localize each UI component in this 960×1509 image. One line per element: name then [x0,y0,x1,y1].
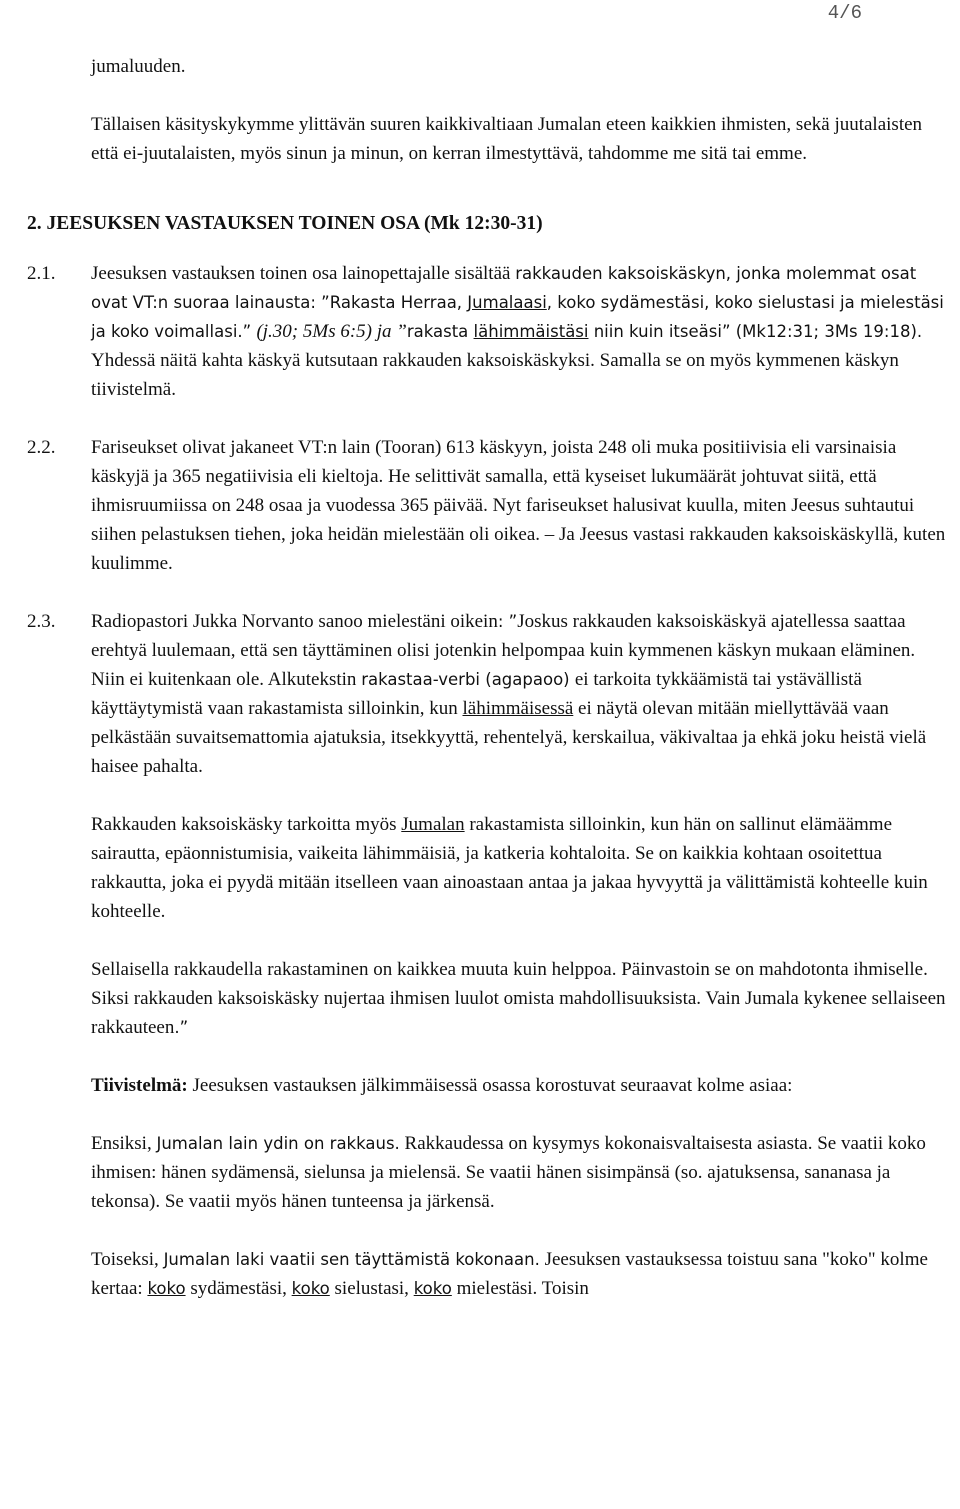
text-sans: Jumalan lain ydin on rakkaus. [156,1134,400,1153]
link-koko[interactable]: koko [413,1279,452,1298]
text: Rakkauden kaksoiskäsky tarkoitta myös [91,814,402,835]
section-number: 2.3. [27,611,56,632]
intro-fragment: jumaluuden. [91,56,186,77]
text: Fariseukset olivat jakaneet VT:n lain (Tooran) 613 käskyyn, joista 248 oli muka positiivisia eli varsinaisia käskyjä ja 365 negatiivisia eli kieltoja. He selittivät samalla, että kyseiset lukumäärät johtuvat siitä, että ihmisruumiissa on 248 osaa ja vuodessa 365 päivää. Nyt fariseukset halusivat kuulla, miten Jeesus suhtautui siihen pelastuksen tiehen, joka heidän mielestään oli oikea. – Ja Jeesus vastasi rakkauden kaksoiskäskyllä, kuten kuulimme. [91,437,946,574]
section-2-3 [27,607,953,781]
text: Radiopastori Jukka Norvanto sanoo mielestäni oikein [91,611,498,632]
text-sans: Jumalan laki vaatii sen täyttämistä kokonaan. [163,1250,540,1269]
page-number: 4/6 [827,2,862,24]
text: ei näytä olevan mitään miellyttävää vaan pelkästään suvaitsemattomia ajatuksia, itsekkyyttä, rehentelyä, kerskailua, väkivaltaa ja ehkä joku heistä vielä haisee pahalta. [91,698,927,777]
text: Yhdessä näitä kahta käskyä kutsutaan rakkauden kaksoiskäskyksi. Samalla se on myös kymmenen käskyn tiivistelmä. [91,350,899,400]
paragraph-rakkauden [91,810,953,926]
text-sans: .” [174,1018,189,1037]
text: Jeesuksen vastauksen toinen osa lainopettajalle sisältää [91,263,516,284]
text-sans: niin kuin itseäsi” (Mk12:31; 3Ms 19:18). [588,322,923,341]
section-2-2 [27,433,953,578]
text: rakastamista silloinkin, kun hän on sallinut elämäämme sairautta, epäonnistumisia, vaikeita lähimmäisiä, ja katkeria kohtaloita. Se on kaikkia kohtaan osoitettua rakkautta, joka ei pyydä mitään itselleen vaan ainoastaan antaa ja jakaa hyvyyttä ja välittämistä kohteelle kuin kohteelle. [91,814,928,922]
intro-paragraph: Tällaisen käsityskykymme ylittävän suuren kaikkivaltiaan Jumalan eteen kaikkien ihmisten, sekä juutalaisten että ei-juutalaisten, myös sinun ja minun, on kerran ilmestyttävä, tahdomme me sitä tai emme. [91,114,923,164]
text: Sellaisella rakkaudella rakastaminen on kaikkea muuta kuin helppoa. Päinvastoin se on mahdotonta ihmiselle. Siksi rakkauden kaksoiskäsky nujertaa ihmisen luulot omista mahdollisuuksista. Vain Jumala kykenee sellaiseen rakkauteen [91,959,946,1038]
link-jumalaasi[interactable]: Jumalaasi [467,293,547,312]
reference-italic: (j.30; 5Ms 6:5) ja ” [256,321,407,342]
section-number: 2.2. [27,437,56,458]
link-koko[interactable]: koko [147,1279,186,1298]
link-lahimmaisessa[interactable]: lähimmäisessä [462,698,574,719]
link-koko[interactable]: koko [291,1279,330,1298]
link-jumalan[interactable]: Jumalan [401,814,465,835]
text: ei tarkoita tykkäämistä tai ystävällistä käyttäytymistä vaan rakastamista silloinkin, kun [91,669,862,719]
text: Ensiksi, [91,1133,157,1154]
paragraph-ensiksi [91,1129,953,1216]
text-sans: rakkauden kaksoiskäskyn, jonka molemmat osat ovat VT:n suoraa lainausta: ”Rakasta Herraa, [91,264,917,312]
paragraph-sellaisella [91,955,953,1042]
paragraph-tiivistelma [91,1071,953,1100]
text: Joskus rakkauden kaksoiskäskyä ajatellessa saattaa erehtyä luulemaan, että sen täyttäminen olisi jotenkin helpompaa kuin kymmenen käskyn mukaan eläminen. Niin ei kuitenkaan ole. Alkutekstin [91,611,916,690]
text-sans: : ” [497,612,518,631]
text: Toiseksi, [91,1249,164,1270]
text: mielestäsi. Toisin [451,1278,589,1299]
paragraph-toiseksi [91,1245,953,1303]
section-heading: 2. JEESUKSEN VASTAUKSEN TOINEN OSA (Mk 12:30-31) [27,213,543,234]
link-lahimmaistasi[interactable]: lähimmäistäsi [473,322,589,341]
text-sans: rakasta [406,322,474,341]
text-sans: rakastaa-verbi (agapaoo) [361,670,575,689]
text: sydämestäsi, [185,1278,292,1299]
text-sans: , koko sydämestäsi, koko sielustasi ja mielestäsi ja koko voimallasi.” [91,293,944,341]
section-number: 2.1. [27,263,56,284]
text: Jeesuksen vastauksen jälkimmäisessä osassa korostuvat seuraavat kolme asiaa: [187,1075,793,1096]
document-body [27,52,953,1303]
text: sielustasi, [329,1278,414,1299]
summary-label: Tiivistelmä: [91,1075,188,1096]
text: Jeesuksen vastauksessa toistuu sana "koko" kolme kertaa: [91,1249,928,1299]
text: Rakkaudessa on kysymys kokonaisvaltaisesta asiasta. Se vaatii koko ihmisen: hänen sydämensä, sielunsa ja mielensä. Se vaatii hänen sisimpänsä (so. ajatuksensa, sananasa ja tekonsa). Se vaatii myös hänen tunteensa ja järkensä. [91,1133,926,1212]
section-2-1 [27,259,953,404]
